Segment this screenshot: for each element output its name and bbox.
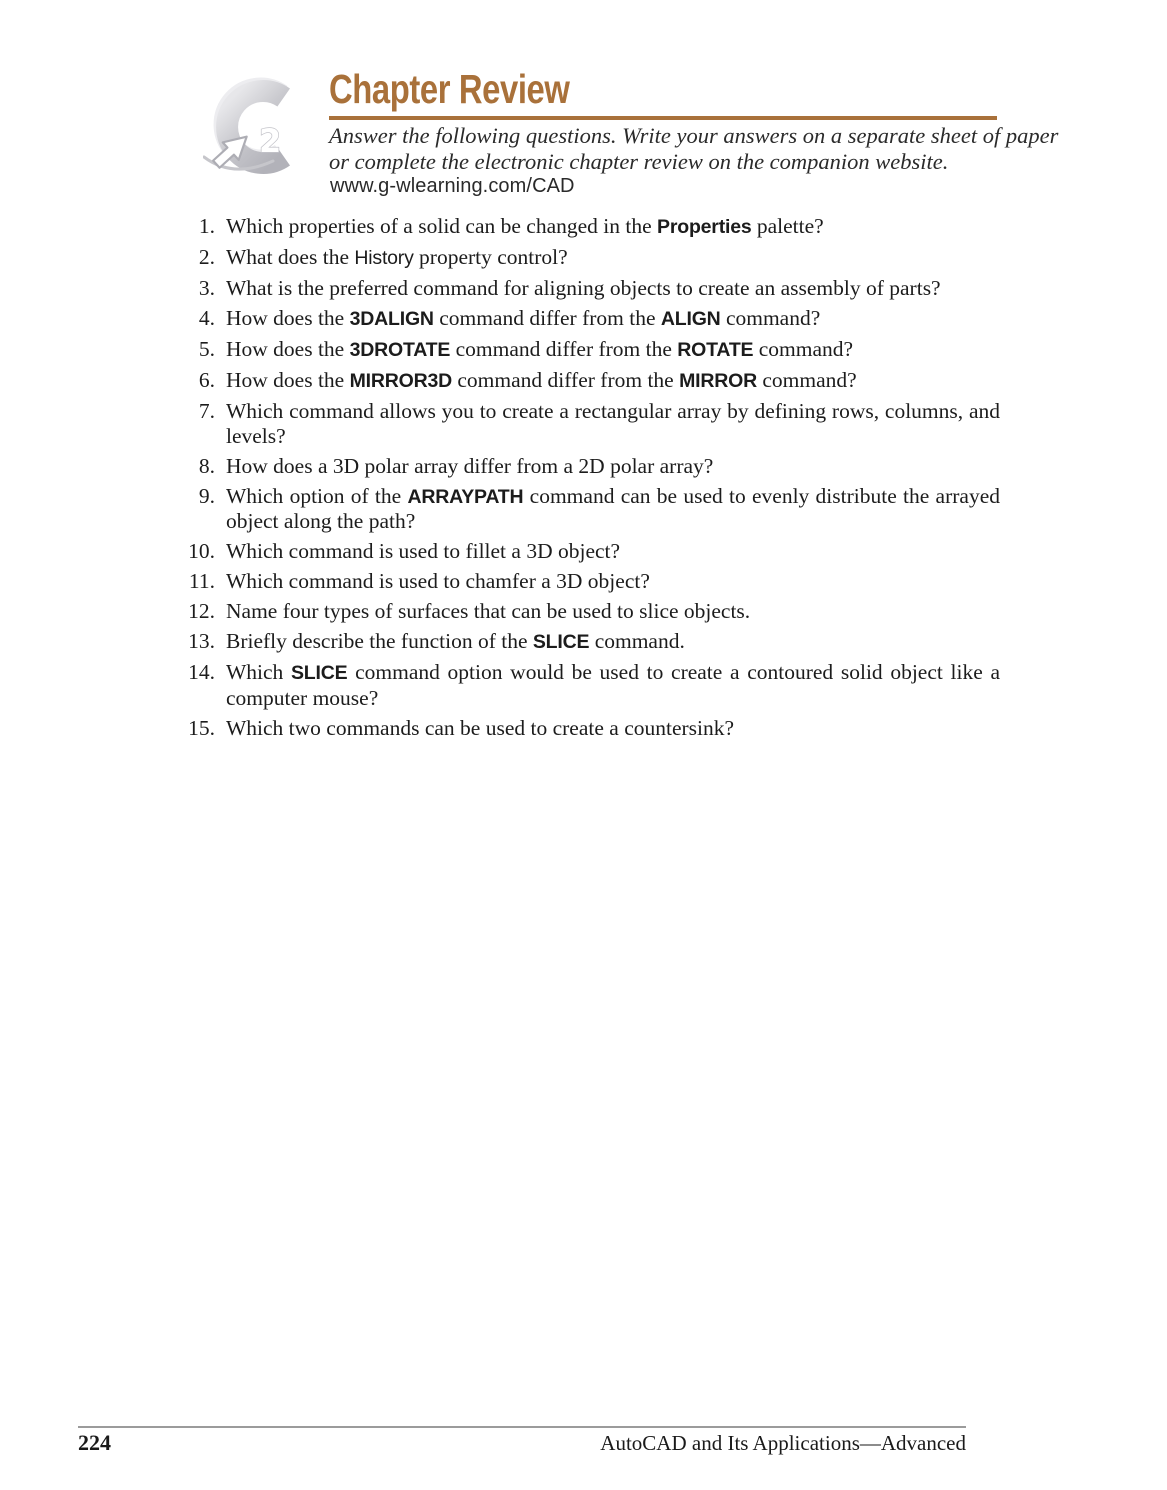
question-item — [170, 368, 1000, 394]
question-item — [170, 306, 1000, 332]
question-text-segment: property control? — [413, 245, 568, 269]
companion-website-url: www.g-wlearning.com/CAD — [330, 175, 575, 197]
book-title: AutoCAD and Its Applications—Advanced — [600, 1431, 966, 1455]
question-item — [170, 660, 1000, 710]
question-number: 13. — [188, 629, 215, 653]
question-item — [170, 569, 1000, 594]
question-text — [226, 368, 1000, 394]
intro-line-2: or complete the electronic chapter review on the companion website. — [329, 149, 949, 174]
title-underline — [329, 116, 997, 120]
question-text-segment: command option would be used to create a contoured solid object like a computer mouse? — [226, 660, 1000, 710]
question-item — [170, 214, 1000, 240]
question-text — [226, 245, 1000, 271]
question-text-segment: What does the — [226, 245, 355, 269]
question-text-segment: Which two commands can be used to create a countersink? — [226, 715, 735, 740]
question-item — [170, 276, 1000, 301]
question-text — [226, 454, 1000, 479]
question-text — [226, 599, 1000, 624]
command-name: SLICE — [290, 662, 348, 684]
question-text-segment: command differ from the — [450, 337, 678, 361]
question-text-segment: Which properties of a solid can be changed in the — [226, 214, 658, 238]
question-text-segment: Which command is used to chamfer a 3D object? — [226, 569, 650, 593]
footer — [78, 1431, 966, 1455]
question-item — [170, 539, 1000, 564]
question-number: 9. — [198, 483, 215, 508]
question-text-segment: What is the preferred command for aligning objects to create an assembly of parts? — [226, 276, 941, 300]
intro-line-1: Answer the following questions. Write your answers on a separate sheet of paper — [329, 123, 1059, 148]
question-number: 12. — [188, 599, 215, 623]
question-text-segment: Which command is used to fillet a 3D object? — [226, 539, 621, 563]
question-number: 3. — [198, 276, 215, 300]
question-text-segment: Which — [226, 660, 291, 684]
question-text-segment: Which option of the — [226, 483, 408, 508]
question-item — [170, 599, 1000, 624]
question-number: 1. — [198, 214, 215, 238]
question-item — [170, 629, 1000, 655]
question-text-segment: Briefly describe the function of the — [226, 629, 533, 653]
question-text-segment: How does the — [226, 368, 350, 392]
question-list — [170, 214, 1000, 746]
question-number: 8. — [198, 453, 215, 478]
question-text — [226, 716, 1000, 741]
question-text — [226, 306, 1000, 332]
question-text — [226, 629, 1000, 655]
question-number: 2. — [198, 245, 215, 269]
question-text-segment: command can be used to evenly distribute the arrayed object along the path? — [226, 483, 1000, 533]
command-name: SLICE — [532, 631, 590, 653]
question-text — [226, 484, 1000, 534]
question-number: 11. — [188, 569, 215, 593]
question-text-segment: command. — [589, 629, 685, 653]
command-name: Properties — [657, 216, 752, 238]
question-text — [226, 569, 1000, 594]
question-number: 15. — [188, 715, 215, 740]
question-item — [170, 337, 1000, 363]
question-number: 6. — [198, 368, 215, 392]
page-title: Chapter Review — [329, 66, 570, 112]
command-name: ROTATE — [677, 339, 754, 361]
command-name: 3DALIGN — [349, 308, 434, 330]
question-number: 5. — [198, 337, 215, 361]
question-text — [226, 660, 1000, 710]
question-text-segment: Which command allows you to create a rectangular array by defining rows, columns, and levels? — [226, 399, 1000, 448]
question-item — [170, 484, 1000, 534]
intro-text — [329, 123, 1059, 175]
question-text-segment: How does a 3D polar array differ from a 2D polar array? — [226, 453, 714, 478]
question-text-segment: command? — [720, 306, 821, 330]
question-item — [170, 454, 1000, 479]
question-text — [226, 337, 1000, 363]
question-text — [226, 276, 1000, 301]
question-text-segment: Name four types of surfaces that can be used to slice objects. — [226, 599, 751, 623]
command-name: MIRROR3D — [349, 370, 453, 392]
page-number: 224 — [78, 1430, 111, 1455]
command-name: History — [354, 247, 414, 269]
footer-rule — [78, 1426, 966, 1428]
question-number: 7. — [198, 399, 215, 423]
question-text — [226, 539, 1000, 564]
question-number: 14. — [188, 660, 215, 684]
chapter-review-c-logo — [203, 71, 325, 183]
question-text-segment: How does the — [226, 306, 350, 330]
question-item — [170, 399, 1000, 448]
question-text-segment: palette? — [751, 214, 824, 238]
question-text — [226, 214, 1000, 240]
chapter-review-logo — [203, 71, 325, 183]
question-item — [170, 245, 1000, 271]
question-text-segment: command differ from the — [433, 306, 661, 330]
question-text-segment: command differ from the — [452, 368, 680, 392]
question-text-segment: command? — [756, 368, 857, 392]
question-number: 4. — [198, 306, 215, 330]
question-text-segment: command? — [753, 337, 854, 361]
hidden-2-glyph: 2 — [259, 122, 282, 160]
question-text-segment: How does the — [226, 337, 350, 361]
command-name: 3DROTATE — [349, 339, 451, 361]
command-name: ALIGN — [660, 308, 721, 330]
question-item — [170, 716, 1000, 741]
command-name: ARRAYPATH — [407, 485, 524, 508]
command-name: MIRROR — [679, 370, 757, 392]
question-text — [226, 399, 1000, 448]
question-number: 10. — [188, 539, 215, 563]
